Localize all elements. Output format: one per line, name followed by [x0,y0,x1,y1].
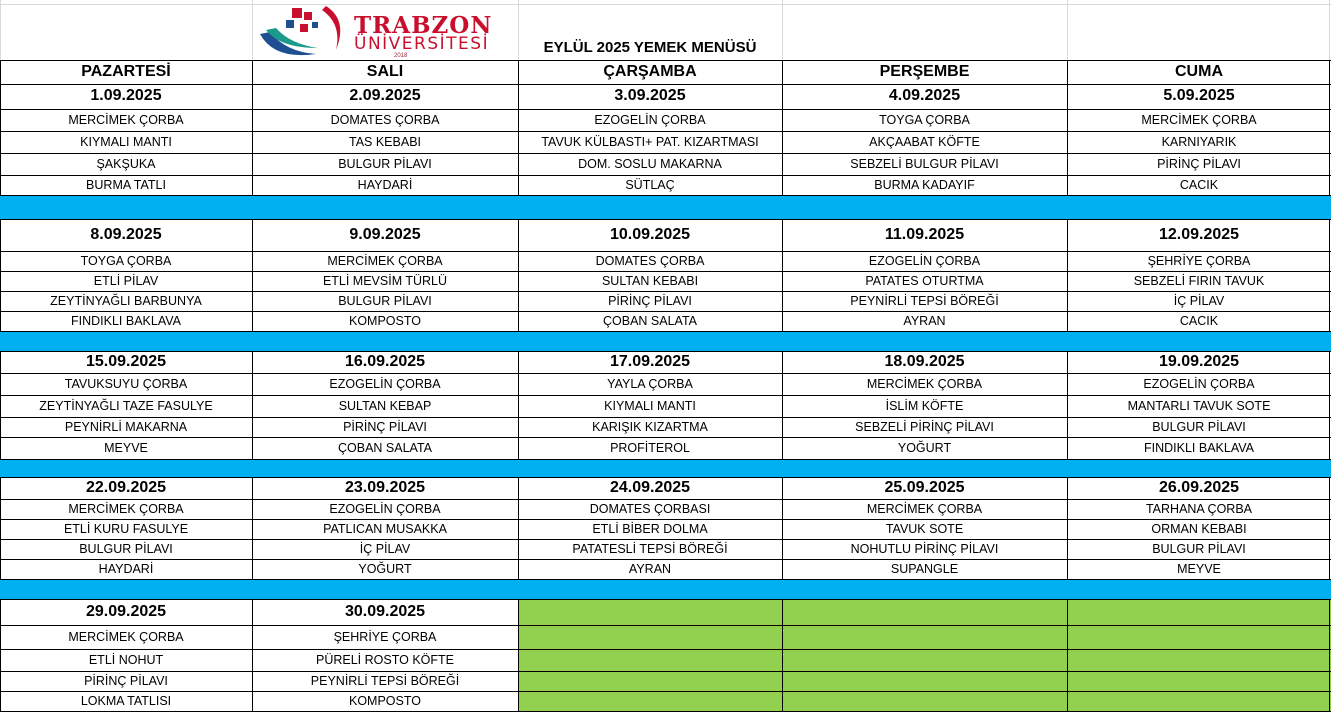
meal-item: BULGUR PİLAVI [79,542,173,556]
meal-item: TOYGA ÇORBA [80,254,172,268]
meal-item: PİRİNÇ PİLAVI [608,294,692,308]
header-gridline [782,0,783,60]
date-cell: 17.09.2025 [609,353,691,370]
header-gridline [0,4,1331,5]
meal-item: PATATES OTURTMA [865,274,984,288]
header-gridline [1329,0,1330,60]
meal-item: CACIK [1179,178,1219,192]
date-cell: 23.09.2025 [344,479,426,496]
meal-item: DOMATES ÇORBA [595,254,705,268]
gridline-horizontal [0,271,1331,272]
week-separator [0,459,1331,477]
meal-item: SEBZELİ PİRİNÇ PİLAVI [855,420,994,434]
gridline-horizontal [0,373,1331,374]
gridline-vertical [252,60,253,84]
meal-item: EZOGELİN ÇORBA [1143,377,1255,391]
meal-item: TAVUKSUYU ÇORBA [64,377,188,391]
date-cell: 1.09.2025 [90,87,162,104]
meal-item: EZOGELİN ÇORBA [329,377,441,391]
meal-item: BULGUR PİLAVI [1152,542,1246,556]
gridline-horizontal [0,219,1331,220]
meal-item: AYRAN [903,314,946,328]
meal-item: MERCİMEK ÇORBA [68,630,184,644]
meal-item: PROFİTEROL [610,441,690,455]
meal-item: NOHUTLU PİRİNÇ PİLAVI [850,542,999,556]
meal-item: MERCİMEK ÇORBA [866,502,983,516]
gridline-horizontal [0,84,1331,85]
gridline-vertical [252,84,253,195]
gridline-vertical [0,219,1,331]
meal-item: MANTARLI TAVUK SOTE [1127,399,1271,413]
gridline-vertical [518,84,519,195]
day-header-4: PERŞEMBE [879,63,970,80]
meal-item: KARIŞIK KIZARTMA [592,420,708,434]
date-cell: 5.09.2025 [1163,87,1235,104]
page-title: EYLÜL 2025 YEMEK MENÜSÜ [543,38,757,56]
date-cell: 12.09.2025 [1158,226,1240,243]
meal-item: ETLİ NOHUT [88,653,164,667]
week-separator [0,195,1331,219]
meal-item: EZOGELİN ÇORBA [594,113,706,127]
meal-item: SEBZELİ FIRIN TAVUK [1133,274,1265,288]
meal-item: DOM. SOSLU MAKARNA [578,157,722,171]
gridline-horizontal [0,331,1331,332]
gridline-horizontal [0,459,1331,460]
date-cell: 3.09.2025 [614,87,686,104]
meal-item: TARHANA ÇORBA [1145,502,1253,516]
meal-item: ETLİ KURU FASULYE [63,522,189,536]
meal-item: TOYGA ÇORBA [879,113,970,127]
date-cell: 18.09.2025 [884,353,965,370]
gridline-vertical [1067,84,1068,195]
empty-cell [782,599,1067,711]
header-gridline [1067,0,1068,60]
meal-item: MEYVE [1177,562,1221,576]
date-cell: 4.09.2025 [888,87,961,104]
date-cell: 8.09.2025 [90,226,162,243]
meal-item: KIYMALI MANTI [80,135,172,149]
meal-item: MEYVE [104,441,148,455]
day-header-2: SALI [366,63,404,80]
day-header-5: CUMA [1175,63,1223,80]
gridline-horizontal [0,671,1331,672]
meal-item: FINDIKLI BAKLAVA [1144,441,1254,455]
meal-item: PİRİNÇ PİLAVI [84,674,168,688]
empty-cell [518,599,782,711]
gridline-horizontal [0,437,1331,438]
gridline-vertical [782,599,783,711]
gridline-horizontal [0,711,1331,712]
meal-item: PEYNİRLİ TEPSİ BÖREĞİ [310,674,460,688]
date-cell: 24.09.2025 [609,479,691,496]
meal-item: SUPANGLE [890,562,959,576]
gridline-horizontal [0,625,1331,626]
gridline-horizontal [0,649,1331,650]
meal-item: PATLICAN MUSAKKA [323,522,447,536]
gridline-vertical [1067,599,1068,711]
date-cell: 19.09.2025 [1158,353,1240,370]
gridline-vertical [1067,60,1068,84]
gridline-horizontal [0,175,1331,176]
meal-item: AYRAN [628,562,672,576]
gridline-horizontal [0,195,1331,196]
meal-item: AKÇAABAT KÖFTE [869,135,980,149]
gridline-vertical [782,477,783,579]
day-header-3: ÇARŞAMBA [603,63,697,80]
gridline-vertical [252,477,253,579]
meal-item: İSLİM KÖFTE [885,399,964,413]
date-cell: 16.09.2025 [344,353,426,370]
header-gridline [0,0,1,60]
meal-item: İÇ PİLAV [1173,294,1225,308]
gridline-horizontal [0,499,1331,500]
gridline-horizontal [0,559,1331,560]
gridline-horizontal [0,519,1331,520]
meal-item: SULTAN KEBABI [601,274,699,288]
meal-item: BURMA KADAYIF [874,178,975,192]
meal-item: ETLİ BİBER DOLMA [592,522,708,536]
gridline-vertical [1329,219,1330,331]
gridline-horizontal [0,691,1331,692]
week-separator [0,331,1331,351]
gridline-vertical [782,219,783,331]
header-gridline [252,0,253,60]
meal-item: ZEYTİNYAĞLI TAZE FASULYE [39,399,213,413]
gridline-vertical [1067,351,1068,459]
day-header-1: PAZARTESİ [81,63,171,80]
meal-item: BULGUR PİLAVI [338,157,432,171]
gridline-vertical [1329,599,1330,711]
gridline-vertical [0,60,1,84]
meal-item: ORMAN KEBABI [1151,522,1247,536]
meal-item: ZEYTİNYAĞLI BARBUNYA [50,294,202,308]
date-cell: 22.09.2025 [85,479,167,496]
meal-item: TAVUK KÜLBASTI+ PAT. KIZARTMASI [541,135,759,149]
meal-item: MERCİMEK ÇORBA [327,254,443,268]
gridline-horizontal [0,351,1331,352]
gridline-vertical [1329,84,1330,195]
gridline-horizontal [0,131,1331,132]
gridline-vertical [1329,60,1330,84]
meal-item: YOĞURT [358,562,412,576]
date-cell: 9.09.2025 [349,226,421,243]
date-cell: 10.09.2025 [609,226,691,243]
meal-item: YOĞURT [897,441,952,455]
meal-item: KOMPOSTO [348,314,421,328]
gridline-horizontal [0,109,1331,110]
gridline-horizontal [0,579,1331,580]
logo-line2: ÜNİVERSİTESİ [354,34,490,54]
meal-item: ÇOBAN SALATA [602,314,697,328]
meal-item: SULTAN KEBAP [338,399,432,413]
meal-item: DOMATES ÇORBASI [589,502,711,516]
meal-item: MERCİMEK ÇORBA [68,502,184,516]
meal-item: ŞEHRİYE ÇORBA [1147,254,1251,268]
date-cell: 11.09.2025 [884,226,965,243]
meal-item: YAYLA ÇORBA [607,377,693,391]
gridline-horizontal [0,311,1331,312]
meal-item: HAYDARİ [98,562,154,576]
logo-mark-icon [256,4,352,60]
meal-item: BURMA TATLI [86,178,166,192]
meal-item: ETLİ PİLAV [93,274,159,288]
gridline-vertical [0,599,1,711]
meal-item: MERCİMEK ÇORBA [68,113,184,127]
empty-cell [1067,599,1331,711]
gridline-horizontal [0,477,1331,478]
gridline-vertical [0,477,1,579]
gridline-vertical [1329,351,1330,459]
meal-item: ŞAKŞUKA [96,157,156,171]
meal-item: ETLİ MEVSİM TÜRLÜ [322,274,448,288]
gridline-vertical [782,84,783,195]
meal-item: KIYMALI MANTI [604,399,696,413]
gridline-vertical [1329,477,1330,579]
gridline-vertical [252,599,253,711]
meal-item: MERCİMEK ÇORBA [1141,113,1257,127]
gridline-vertical [252,351,253,459]
meal-item: MERCİMEK ÇORBA [866,377,983,391]
meal-item: ÇOBAN SALATA [337,441,432,455]
gridline-vertical [518,599,519,711]
meal-item: EZOGELİN ÇORBA [329,502,441,516]
meal-item: LOKMA TATLISI [80,694,172,708]
meal-item: BULGUR PİLAVI [338,294,432,308]
meal-item: ŞEHRİYE ÇORBA [333,630,437,644]
date-cell: 25.09.2025 [884,479,965,496]
gridline-vertical [782,60,783,84]
gridline-vertical [1067,477,1068,579]
gridline-horizontal [0,291,1331,292]
gridline-vertical [518,60,519,84]
date-cell: 15.09.2025 [85,353,167,370]
gridline-vertical [518,219,519,331]
logo-line1: TRABZON [354,12,493,39]
week-separator [0,579,1331,599]
gridline-horizontal [0,60,1331,61]
meal-item: TAVUK SOTE [885,522,964,536]
meal-item: CACIK [1179,314,1219,328]
meal-item: PEYNİRLİ TEPSİ BÖREĞİ [850,294,999,308]
logo-year: 2018 [394,53,408,59]
university-logo [256,4,518,60]
meal-item: PİRİNÇ PİLAVI [1157,157,1241,171]
meal-item: SEBZELİ BULGUR PİLAVI [850,157,999,171]
gridline-vertical [1067,219,1068,331]
meal-item: EZOGELİN ÇORBA [868,254,981,268]
gridline-horizontal [0,539,1331,540]
gridline-vertical [518,477,519,579]
meal-item: BULGUR PİLAVI [1152,420,1246,434]
gridline-vertical [518,351,519,459]
meal-item: KOMPOSTO [348,694,421,708]
gridline-horizontal [0,417,1331,418]
date-cell: 29.09.2025 [85,603,167,620]
gridline-vertical [252,219,253,331]
gridline-vertical [0,84,1,195]
meal-item: PİRİNÇ PİLAVI [343,420,427,434]
header-gridline [518,0,519,60]
gridline-horizontal [0,395,1331,396]
meal-item: FINDIKLI BAKLAVA [71,314,181,328]
meal-item: PÜRELİ ROSTO KÖFTE [316,653,454,667]
date-cell: 26.09.2025 [1158,479,1240,496]
gridline-vertical [0,351,1,459]
meal-item: DOMATES ÇORBA [330,113,440,127]
gridline-horizontal [0,599,1331,600]
meal-item: PATATESLİ TEPSİ BÖREĞİ [572,542,728,556]
date-cell: 30.09.2025 [344,603,426,620]
meal-item: KARNIYARIK [1161,135,1237,149]
meal-item: HAYDARİ [357,178,413,192]
meal-item: SÜTLAÇ [625,178,675,192]
meal-item: İÇ PİLAV [359,542,411,556]
gridline-horizontal [0,251,1331,252]
gridline-vertical [782,351,783,459]
date-cell: 2.09.2025 [349,87,421,104]
gridline-horizontal [0,153,1331,154]
meal-item: TAS KEBABI [348,135,421,149]
meal-item: PEYNİRLİ MAKARNA [64,420,188,434]
